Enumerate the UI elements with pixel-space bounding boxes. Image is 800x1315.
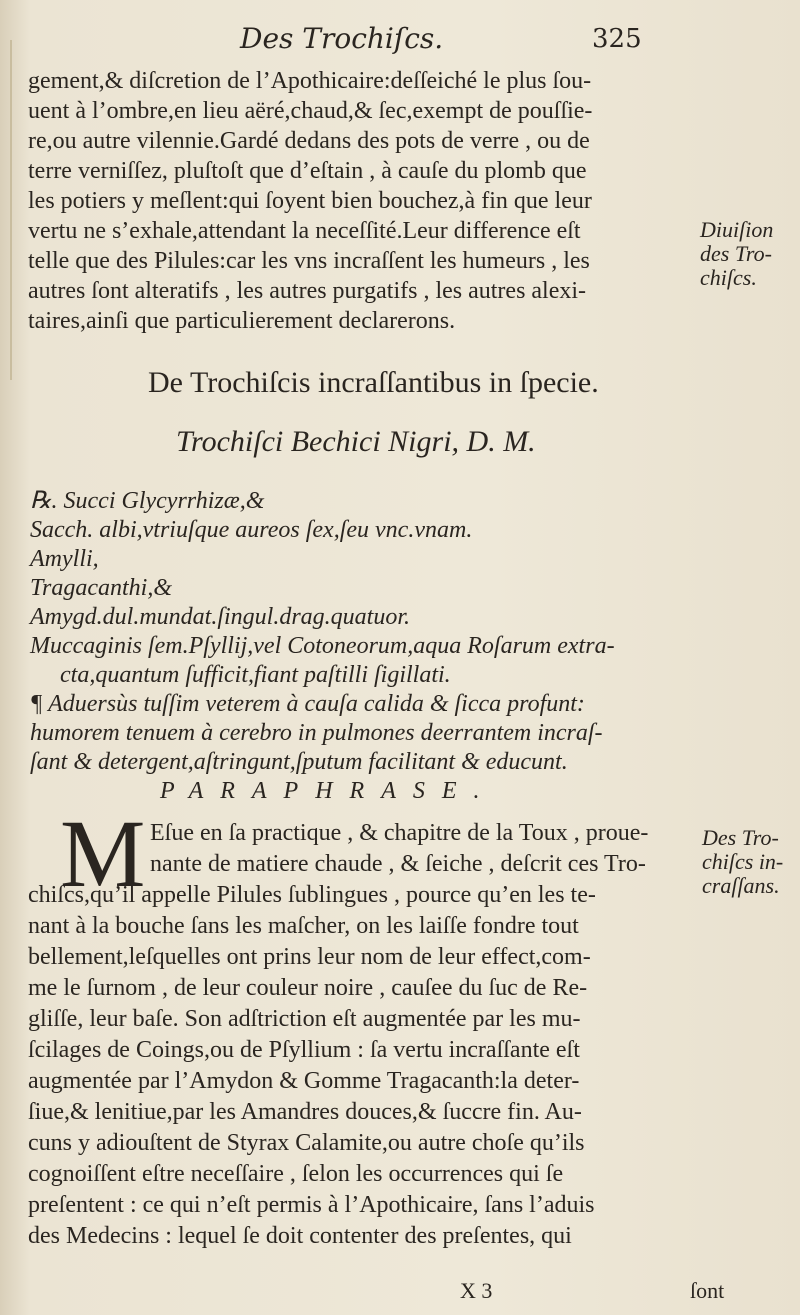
recipe-line: Muccaginis ſem.Pſyllij,vel Cotoneorum,aqua Roſarum extra- bbox=[30, 633, 615, 659]
recipe-title: Trochiſci Bechici Nigri, D. M. bbox=[176, 425, 536, 458]
text-line: gement,& diſcretion de l’Apothicaire:deſſeiché le plus ſou- bbox=[28, 68, 592, 94]
recipe-line: Amylli, bbox=[30, 546, 99, 572]
text-line: vertu ne s’exhale,attendant la neceſſité.Leur difference eſt bbox=[28, 218, 581, 244]
text-line: bellement,leſquelles ont prins leur nom de leur effect,com- bbox=[28, 944, 591, 970]
text-line: les potiers y meſlent:qui ſoyent bien bouchez,à fin que leur bbox=[28, 188, 592, 214]
signature-mark: X 3 bbox=[460, 1278, 493, 1303]
text-line: cuns y adiouſtent de Styrax Calamite,ou autre choſe qu’ils bbox=[28, 1130, 585, 1156]
recipe-line: cta,quantum ſufficit,fiant paſtilli ſigillati. bbox=[60, 662, 451, 688]
text-line: gliſſe, leur baſe. Son adſtriction eſt augmentée par les mu- bbox=[28, 1006, 581, 1032]
margin-note-line: craſſans. bbox=[702, 873, 780, 898]
recipe-line: Amygd.dul.mundat.ſingul.drag.quatuor. bbox=[30, 604, 411, 630]
margin-note-line: chiſcs in- bbox=[702, 849, 784, 874]
text-line: re,ou autre vilennie.Gardé dedans des pots de verre , ou de bbox=[28, 128, 590, 154]
text-line: terre verniſſez, pluſtoſt que d’eſtain , à cauſe du plomb que bbox=[28, 158, 587, 184]
text-line: nante de matiere chaude , & ſeiche , deſcrit ces Tro- bbox=[150, 851, 646, 877]
text-line: chiſcs,qu’il appelle Pilules ſublingues , pource qu’en les te- bbox=[28, 882, 596, 908]
text-line: Eſue en ſa practique , & chapitre de la Toux , proue- bbox=[150, 820, 649, 846]
recipe-line: ſant & detergent,aſtringunt,ſputum facilitant & educunt. bbox=[30, 749, 568, 775]
drop-cap: M bbox=[60, 800, 146, 907]
paraphrase-heading: PARAPHRASE. bbox=[160, 778, 497, 804]
text-line: preſentent : ce qui n’eſt permis à l’Apothicaire, ſans l’aduis bbox=[28, 1192, 595, 1218]
margin-note-line: Des Tro- bbox=[702, 825, 779, 850]
recipe-line: Sacch. albi,vtriuſque aureos ſex,ſeu vnc.vnam. bbox=[30, 517, 473, 543]
text-line: autres ſont alteratifs , les autres purgatifs , les autres alexi- bbox=[28, 278, 587, 304]
margin-note-division bbox=[700, 218, 773, 290]
text-line: taires,ainſi que particulierement declarerons. bbox=[28, 308, 456, 334]
running-title: Des Trochiſcs. bbox=[240, 22, 444, 55]
text-line: ſcilages de Coings,ou de Pſyllium : ſa vertu incraſſante eſt bbox=[28, 1037, 580, 1063]
recipe-line: ℞. Succi Glycyrrhizæ,& bbox=[30, 488, 265, 514]
text-line: uent à l’ombre,en lieu aëré,chaud,& ſec,exempt de pouſſie- bbox=[28, 98, 593, 124]
margin-note-line: chiſcs. bbox=[700, 265, 757, 290]
text-line: nant à la bouche ſans les maſcher, on les laiſſe fondre tout bbox=[28, 913, 579, 939]
section-title: De Trochiſcis incraſſantibus in ſpecie. bbox=[148, 366, 599, 399]
text-line: telle que des Pilules:car les vns incraſſent les humeurs , les bbox=[28, 248, 590, 274]
margin-note-incrassans bbox=[702, 826, 783, 898]
recipe-line: Tragacanthi,& bbox=[30, 575, 173, 601]
recipe-line: ¶ Aduersùs tuſſim veterem à cauſa calida & ſicca profunt: bbox=[30, 691, 585, 717]
text-line: ſiue,& lenitiue,par les Amandres douces,& ſuccre fin. Au- bbox=[28, 1099, 582, 1125]
recipe-line: humorem tenuem à cerebro in pulmones deerrantem incraſ- bbox=[30, 720, 603, 746]
catchword: ſont bbox=[690, 1278, 725, 1303]
text-line: cognoiſſent eſtre neceſſaire , ſelon les occurrences qui ſe bbox=[28, 1161, 564, 1187]
margin-note-line: des Tro- bbox=[700, 241, 772, 266]
text-line: augmentée par l’Amydon & Gomme Tragacanth:la deter- bbox=[28, 1068, 580, 1094]
text-line: des Medecins : lequel ſe doit contenter des preſentes, qui bbox=[28, 1223, 572, 1249]
margin-note-line: Diuiſion bbox=[700, 217, 774, 242]
page-gutter-shadow bbox=[10, 40, 12, 380]
page-number: 325 bbox=[592, 24, 642, 54]
text-line: me le ſurnom , de leur couleur noire , cauſee du ſuc de Re- bbox=[28, 975, 588, 1001]
page-header bbox=[0, 22, 800, 62]
